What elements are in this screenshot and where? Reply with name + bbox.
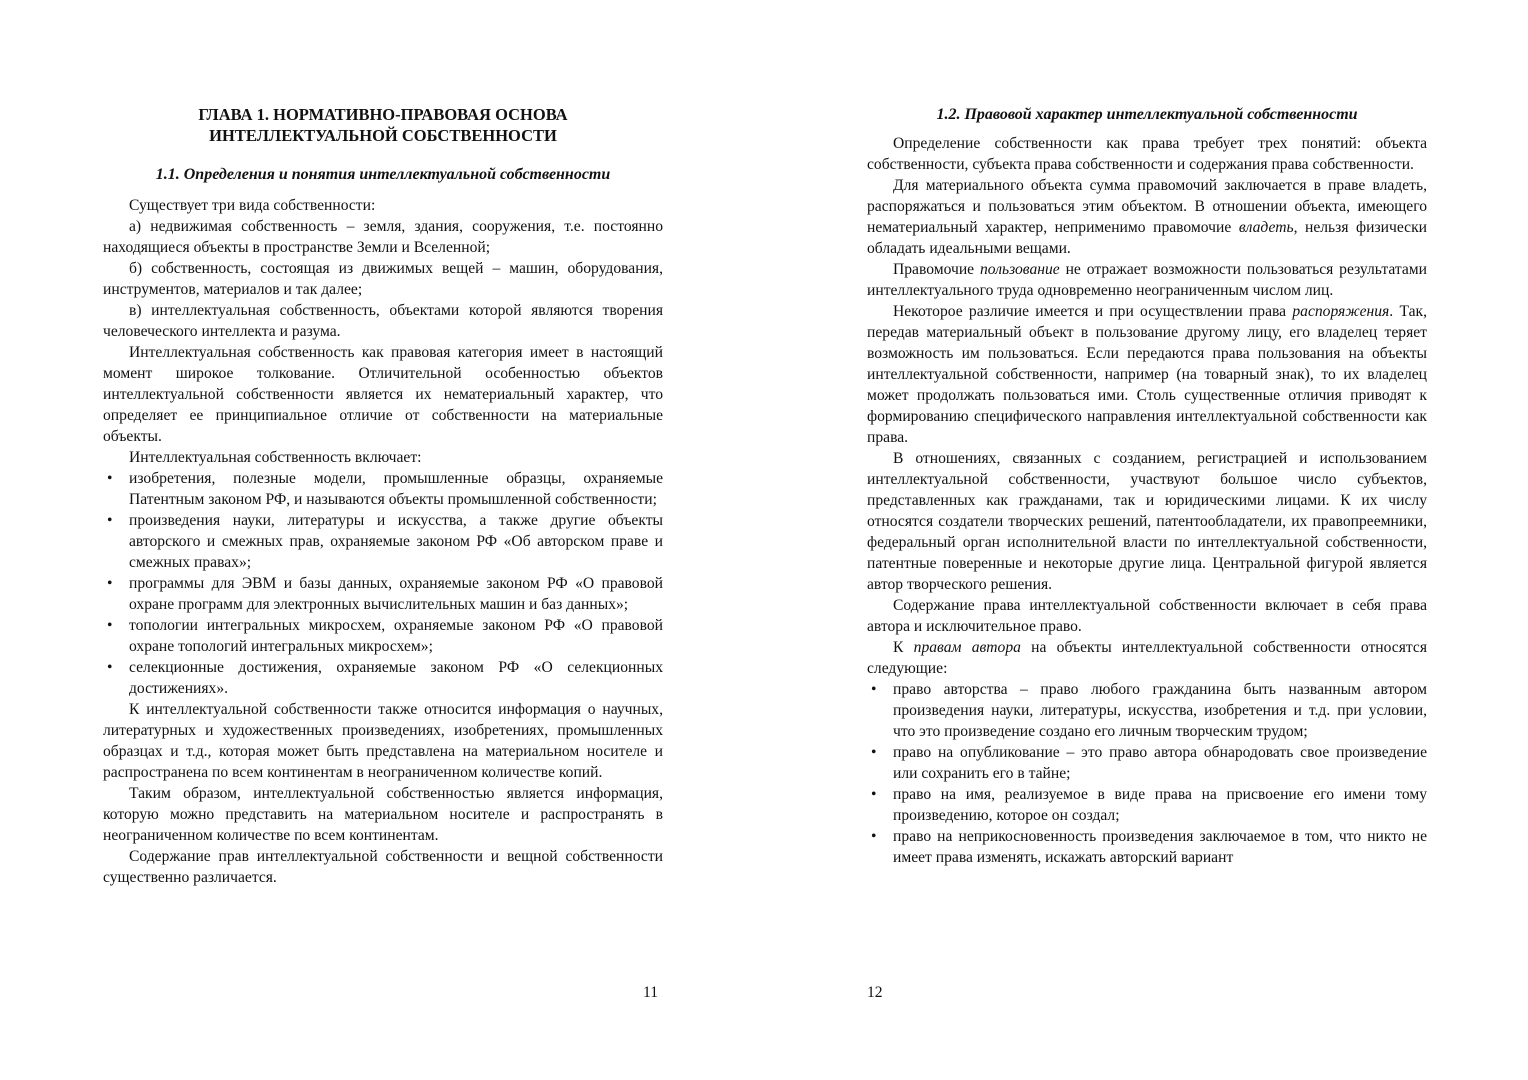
paragraph: Интеллектуальная собственность как правовая категория имеет в настоящий момент широкое толкование. Отличительной особенностью объектов интеллектуальной собственности является их нематериальный характер, что определяет ее принципиальное отличие от собственности на материальные объекты. xyxy=(103,344,663,445)
paragraph: а) недвижимая собственность – земля, здания, сооружения, т.е. постоянно находящиеся объекты в пространстве Земли и Вселенной; xyxy=(103,218,663,256)
list-item: • программы для ЭВМ и базы данных, охраняемые законом РФ «О правовой охране программ для электронных вычислительных машин и баз данных»; xyxy=(103,573,663,615)
chapter-title-line1: ГЛАВА 1. НОРМАТИВНО-ПРАВОВАЯ ОСНОВА xyxy=(198,105,568,124)
list-item: • право авторства – право любого гражданина быть названным автором произведения науки, литературы, искусства, изобретения и т.д. при условии, что это произведение создано его личным творческим трудом; xyxy=(867,679,1427,742)
text-run: Некоторое различие имеется и при осуществлении права xyxy=(893,303,1293,320)
list-item: • топологии интегральных микросхем, охраняемые законом РФ «О правовой охране топологий интегральных микросхем»; xyxy=(103,615,663,657)
page-number: 12 xyxy=(867,984,883,1001)
emphasis: владеть xyxy=(1238,219,1294,236)
paragraph: Содержание права интеллектуальной собственности включает в себя права автора и исключительное право. xyxy=(867,597,1427,635)
paragraph: Существует три вида собственности: xyxy=(129,197,376,214)
section-title-1-1: 1.1. Определения и понятия интеллектуальной собственности xyxy=(155,166,611,183)
paragraph: Определение собственности как права требует трех понятий: объекта собственности, субъекта права собственности и содержания права собственности. xyxy=(867,135,1427,173)
paragraph: б) собственность, состоящая из движимых вещей – машин, оборудования, инструментов, материалов и так далее; xyxy=(103,260,663,298)
text-run: Для материального объекта сумма правомочий заключается в праве владеть, распоряжаться и пользоваться этим объектом. В отношении объекта, имеющего нематериальный характер, неприменимо правомочие xyxy=(867,177,1427,236)
emphasis: правам автора xyxy=(913,639,1021,656)
paragraph xyxy=(867,637,1427,679)
chapter-title-line2: ИНТЕЛЛЕКТУАЛЬНОЙ СОБСТВЕННОСТИ xyxy=(209,126,557,145)
paragraph xyxy=(867,301,1427,448)
text-run: на объекты интеллектуальной собственности относятся следующие: xyxy=(867,639,1427,677)
left-page-text xyxy=(103,104,663,888)
text-run: К xyxy=(893,639,914,656)
author-rights-list xyxy=(867,679,1427,868)
right-page xyxy=(764,0,1528,1080)
paragraph xyxy=(867,175,1427,259)
text-run: . Так, передав материальный объект в пользование другому лицу, его владелец теряет возможность им пользоваться. Если передаются права пользования на объекты интеллектуальной собственности, например (на товарный знак), то их владелец может продолжать пользоваться ими. Столь существенные отличия приводят к формированию специфического направления интеллектуальной собственности как права. xyxy=(867,303,1427,446)
paragraph: Содержание прав интеллектуальной собственности и вещной собственности существенно различается. xyxy=(103,848,663,886)
list-item: • право на неприкосновенность произведения заключаемое в том, что никто не имеет права изменять, искажать авторский вариант xyxy=(867,826,1427,868)
emphasis: распоряжения xyxy=(1292,303,1390,320)
page-number: 11 xyxy=(643,984,659,1001)
right-page-text xyxy=(867,104,1427,868)
paragraph: Таким образом, интеллектуальной собственностью является информация, которую можно представить на материальном носителе и распространять в неограниченном количестве по всем континентам. xyxy=(103,785,663,844)
paragraph xyxy=(867,259,1427,301)
paragraph: К интеллектуальной собственности также относится информация о научных, литературных и художественных произведениях, изобретениях, промышленных образцах и т.д., которая может быть представлена на материальном носителе и распространена по всем континентам в неограниченном количестве копий. xyxy=(103,701,663,781)
list-item: • право на опубликование – это право автора обнародовать свое произведение или сохранить его в тайне; xyxy=(867,742,1427,784)
ip-types-list xyxy=(103,468,663,699)
section-title-1-2: 1.2. Правовой характер интеллектуальной собственности xyxy=(936,106,1358,123)
list-item: • селекционные достижения, охраняемые законом РФ «О селекционных достижениях». xyxy=(103,657,663,699)
chapter-title xyxy=(103,104,663,146)
emphasis: пользование xyxy=(980,261,1060,278)
paragraph: Интеллектуальная собственность включает: xyxy=(129,449,422,466)
text-run: , нельзя физически обладать идеальными вещами. xyxy=(867,219,1427,257)
text-run: не отражает возможности пользоваться результатами интеллектуального труда одновременно неограниченным числом лиц. xyxy=(867,261,1427,299)
paragraph: в) интеллектуальная собственность, объектами которой являются творения человеческого интеллекта и разума. xyxy=(103,302,663,340)
list-item: • изобретения, полезные модели, промышленные образцы, охраняемые Патентным законом РФ, и называются объекты промышленной собственности; xyxy=(103,468,663,510)
paragraph: В отношениях, связанных с созданием, регистрацией и использованием интеллектуальной собственности, участвуют большое число субъектов, представленных как гражданами, так и юридическими лицами. К их числу относятся создатели творческих решений, патентообладатели, их правопреемники, федеральный орган исполнительной власти по интеллектуальной собственности, патентные поверенные и некоторые другие лица. Центральной фигурой является автор творческого решения. xyxy=(867,450,1427,593)
list-item: • право на имя, реализуемое в виде права на присвоение его имени тому произведению, которое он создал; xyxy=(867,784,1427,826)
text-run: Правомочие xyxy=(893,261,980,278)
list-item: • произведения науки, литературы и искусства, а также другие объекты авторского и смежных прав, охраняемые законом РФ «Об авторском праве и смежных правах»; xyxy=(103,510,663,573)
